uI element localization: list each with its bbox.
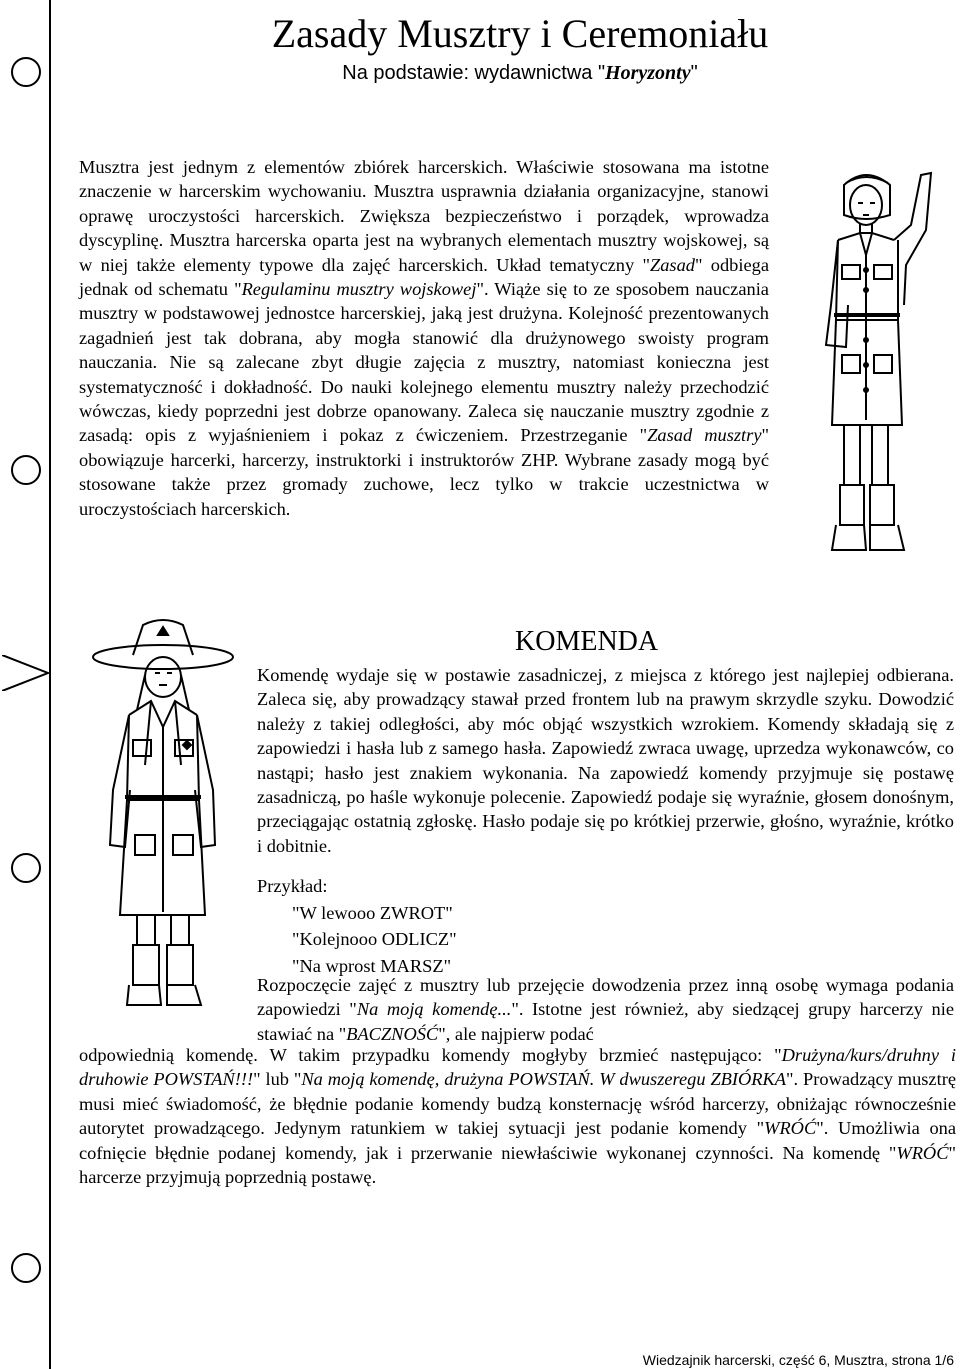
- binder-margin: [0, 0, 60, 1369]
- page-subtitle: Na podstawie: wydawnictwa "Horyzonty": [342, 62, 698, 84]
- punch-hole-2: [11, 455, 41, 485]
- intro-paragraph: Musztra jest jednym z elementów zbiórek harcerskich. Właściwie stosowana ma istotne znaczenie w harcerskim wychowaniu. Musztra usprawnia działania organizacyjne, stanowi oprawę uroczystości harcerskich. Zwiększa bezpieczeństwo i porządek, wprowadza dyscyplinę. Musztra harcerska oparta jest na wybranych elementach musztry wojskowej, są w niej także elementy typowe dla zajęć harcerskich. Układ tematyczny "Zasad" odbiega jednak od schematu "Regulaminu musztry wojskowej". Wiąże się to ze sposobem nauczania musztry w podstawowej jednostce harcerskiej, jaką jest drużyna. Kolejność prezentowanych zagadnień jest tak dobrana, aby mogła stanowić dla drużynowego swoisty program nauczania. Nie są zalecane zbyt długie zajęcia z musztry, natomiast konieczna jest systematyczność i dokładność. Do nauki kolejnego elementu musztry należy przechodzić wówczas, kiedy poprzedni jest dobrze opanowany. Zaleca się nauczanie musztry zgodnie z zasadą: opis z wyjaśnieniem i pokaz z ćwiczeniem. Przestrzeganie "Zasad musztry" obowiązuje harcerki, harcerzy, instruktorki i instruktorów ZHP. Wybrane zasady mogą być stosowane także przez gromady zuchowe, lecz tylko w trakcie uczestnictwa w uroczystościach harcerskich.: [79, 157, 769, 519]
- punch-hole-4: [11, 1253, 41, 1283]
- scout-with-hat-illustration: [75, 615, 250, 1015]
- example-item: "W lewooo ZWROT": [292, 902, 453, 923]
- center-mark-icon: [2, 655, 52, 691]
- example-item: "Kolejnooo ODLICZ": [292, 929, 457, 949]
- example-label: Przykład:: [257, 876, 328, 896]
- punch-hole-1: [11, 57, 41, 87]
- page-footer: Wiedzajnik harcerski, część 6, Musztra, strona 1/6: [642, 1352, 954, 1368]
- source-name: Horyzonty: [605, 62, 691, 84]
- punch-hole-3: [11, 853, 41, 883]
- example-list: [257, 873, 457, 979]
- saluting-scout-illustration: [786, 165, 951, 565]
- komenda-paragraph-1: Komendę wydaje się w postawie zasadniczej, z miejsca z którego jest najlepiej odbierana. Zaleca się, aby prowadzący stawał przed frontem lub na prawym skrzydle szyku. Dowodzić należy z takiej odległości, aby móc objąć wszystkich wzrokiem. Komendy składają się z zapowiedzi i hasła lub z samego hasła. Zapowiedź zwraca uwagę, uprzedza wykonawców, co nastąpi; hasło jest znakiem wykonania. Na zapowiedź komendy przyjmuje się postawę zasadniczą, po haśle wykonuje polecenie. Zapowiedź podaje się wyraźnie, głosem donośnym, przeciągając ostatnią zgłoskę. Hasło podaje się po krótkiej przerwie, głośno, wyraźnie, krótko i dobitnie.: [257, 665, 954, 856]
- page-title: Zasady Musztry i Ceremoniału: [271, 11, 769, 56]
- example-item: "Na wprost MARSZ": [292, 955, 452, 976]
- komenda-paragraph-2: Rozpoczęcie zajęć z musztry lub przejęcie dowodzenia przez inną osobę wymaga podania zapowiedzi "Na moją komendę...". Istotne jest również, aby siedzącej grupy harcerzy nie stawiać na "BACZNOŚĆ", ale najpierw podać: [257, 975, 954, 1044]
- section-heading: KOMENDA: [515, 626, 659, 657]
- komenda-paragraph-3: odpowiednią komendę. W takim przypadku komendy mogłyby brzmieć następująco: "Drużyna/kurs/druhny i druhowie POWSTAŃ!!!" lub "Na moją komendę, drużyna POWSTAŃ. W dwuszeregu ZBIÓRKA". Prowadzący musztrę musi mieć świadomość, że błędnie podanie komendy budzą konsternację wśród harcerzy, obniżając równocześnie autorytet prowadzącego. Jedynym ratunkiem w takiej sytuacji jest podanie komendy "WRÓĆ". Umożliwia ona cofnięcie błędnie podanej komendy, jak i przerwanie niewłaściwie wykonanej czynności. Na komendę "WRÓĆ" harcerze przyjmują poprzednią postawę.: [79, 1045, 956, 1188]
